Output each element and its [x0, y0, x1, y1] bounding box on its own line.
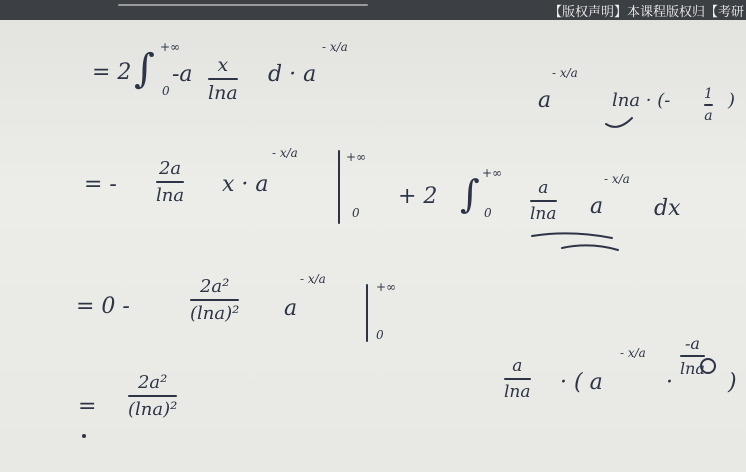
- line2-dx: dx: [654, 196, 681, 221]
- line1-fraction: [208, 54, 238, 104]
- copyright-notice: 【版权声明】本课程版权归【考研: [548, 5, 744, 20]
- aside1-mid: lna · (-: [612, 90, 671, 111]
- line3-eval-upper: +∞: [376, 280, 397, 294]
- line4-fraction: [128, 372, 177, 420]
- marker-stroke: [118, 4, 368, 6]
- line1-int-lower: 0: [162, 84, 170, 98]
- fraction-bar: [190, 299, 239, 301]
- line2-eval-bar: [338, 150, 340, 224]
- aside2-fraction: [504, 356, 531, 402]
- aside2-dot: ·: [666, 370, 673, 395]
- fraction-bar: [208, 78, 238, 80]
- stray-dot: [82, 434, 86, 438]
- line3-fraction: [190, 276, 239, 324]
- line2-lead: = -: [84, 172, 117, 197]
- line2-eval-upper: +∞: [346, 150, 367, 164]
- line1-exp: - x/a: [322, 40, 348, 54]
- aside2-close: ): [728, 370, 737, 395]
- line3-mid: a: [284, 296, 298, 321]
- line2-mid: x · a: [222, 172, 269, 197]
- line2-tail-exp: - x/a: [604, 172, 630, 186]
- aside2-frac2-num: -a: [685, 334, 700, 353]
- aside1-checkmark-scribble: [606, 118, 632, 127]
- line1-frac-den: lna: [208, 82, 238, 104]
- line2-eval-lower: 0: [352, 206, 360, 220]
- line1-frac-num: x: [217, 54, 229, 76]
- fraction-bar: [680, 355, 705, 357]
- aside1-fraction: [704, 86, 713, 124]
- fraction-bar: [156, 181, 184, 183]
- aside2-frac2-den: lna: [680, 359, 705, 378]
- line2-fraction2: [530, 178, 557, 224]
- fraction-bar: [504, 378, 531, 380]
- line2-int-lower: 0: [484, 206, 492, 220]
- line1-minus-a: -a: [172, 62, 193, 87]
- line1-integral-sign: ∫: [134, 46, 155, 92]
- line2-tail: a: [590, 194, 604, 219]
- line2-integral-sign: ∫: [460, 172, 480, 216]
- aside1-exp: - x/a: [552, 66, 578, 80]
- line2-double-underline-1: [532, 233, 612, 238]
- line2-fraction: [156, 158, 184, 206]
- aside1-base: a: [538, 88, 552, 113]
- aside1-frac-den: a: [704, 108, 713, 124]
- line2-exp: - x/a: [272, 146, 298, 160]
- line4-lead: =: [78, 394, 97, 419]
- line2-int-upper: +∞: [482, 166, 503, 180]
- line3-eval-lower: 0: [376, 328, 384, 342]
- aside2-exp: - x/a: [620, 346, 646, 360]
- line2-plus: + 2: [398, 184, 438, 209]
- line4-frac-num: 2a²: [137, 372, 168, 393]
- line3-frac-den: (lna)²: [190, 303, 240, 324]
- line2-double-underline-2: [562, 245, 618, 250]
- aside2-fraction2: [680, 334, 705, 378]
- fraction-bar: [704, 104, 713, 106]
- aside2-mid: · ( a: [560, 370, 603, 395]
- line3-frac-num: 2a²: [199, 276, 230, 297]
- line1-lead: = 2: [92, 60, 132, 85]
- fraction-bar: [530, 200, 557, 202]
- line2-frac-num: 2a: [158, 158, 182, 179]
- aside2-frac-den: lna: [504, 382, 531, 402]
- copyright-banner: [0, 0, 746, 20]
- aside2-frac-num: a: [512, 356, 523, 376]
- line2-frac-den: lna: [156, 185, 185, 206]
- fraction-bar: [128, 395, 177, 397]
- line2-frac2-den: lna: [530, 204, 557, 224]
- line1-tail: d · a: [268, 62, 317, 87]
- line3-lead: = 0 -: [76, 294, 130, 319]
- aside1-frac-num: 1: [704, 86, 713, 102]
- aside1-close: ): [728, 90, 736, 111]
- line3-eval-bar: [366, 284, 368, 342]
- line3-exp: - x/a: [300, 272, 326, 286]
- line1-int-upper: +∞: [160, 40, 181, 54]
- line2-frac2-num: a: [538, 178, 549, 198]
- line4-frac-den: (lna)²: [128, 399, 178, 420]
